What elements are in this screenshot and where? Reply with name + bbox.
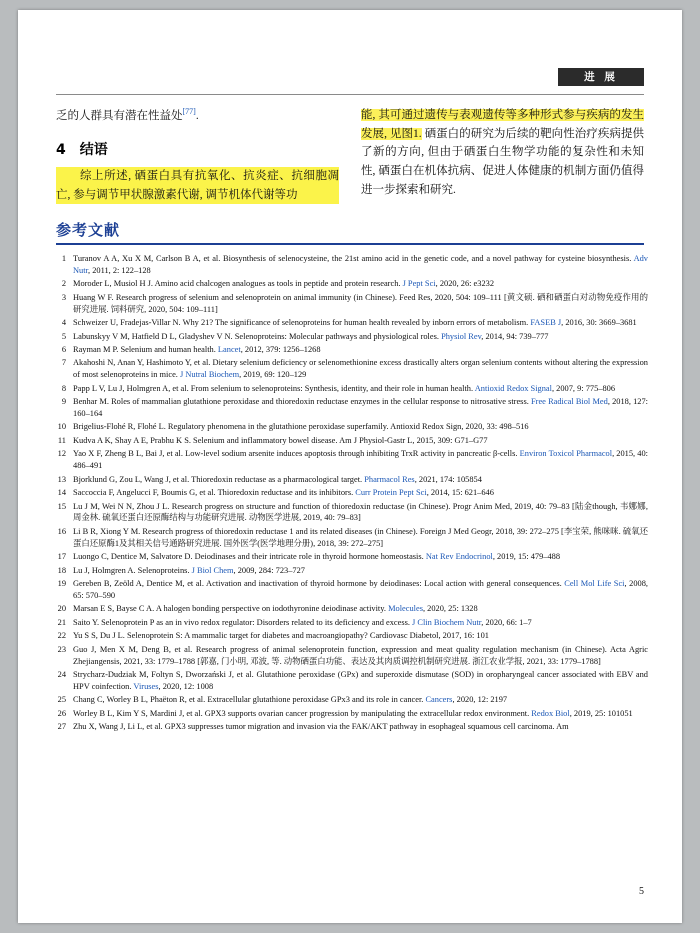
- reference-item: [56, 487, 648, 499]
- reference-tail: , 2020, 12: 1008: [158, 681, 214, 691]
- citation-marker: [77]: [182, 107, 196, 116]
- reference-body: Zhu X, Wang J, Li L, et al. GPX3 suppresses tumor migration and invasion via the FAK/AKT pathway in esophageal squamous cell carcinoma. Am: [73, 722, 569, 732]
- reference-journal[interactable]: Cancers: [425, 695, 453, 705]
- reference-number: 25: [57, 695, 66, 705]
- reference-body: Huang W F. Research progress of selenium and selenoprotein on animal immunity (in Chinese). Feed Res, 2020, 504: 109–111 [黄文硕. 硒和硒蛋白对动物免疫作用的研究进展. 饲料研究, 2020, 504: 109–111]: [73, 292, 648, 314]
- reference-body: Labunskyy V M, Hatfield D L, Gladyshev V N. Selenoproteins: Molecular pathways and physiological roles.: [73, 331, 442, 341]
- reference-text: [73, 644, 648, 668]
- reference-number: 23: [57, 644, 66, 654]
- reference-text: [73, 278, 648, 290]
- reference-number: 16: [57, 526, 66, 536]
- section-title: 结语: [79, 142, 108, 159]
- reference-item: [56, 669, 648, 693]
- reference-item: [56, 551, 648, 563]
- reference-number: 4: [61, 318, 66, 328]
- reference-tail: , 2018, 127: 160–164: [73, 397, 649, 419]
- reference-tail: , 2016, 30: 3669–3681: [561, 318, 637, 328]
- reference-tail: , 2019, 15: 479–488: [492, 552, 561, 562]
- reference-number: 14: [57, 488, 66, 498]
- reference-item: [56, 278, 648, 290]
- reference-number: 19: [57, 579, 66, 589]
- reference-number: 8: [61, 383, 66, 393]
- reference-tail: , 2019, 69: 120–129: [239, 370, 307, 380]
- reference-item: [56, 331, 648, 343]
- section-number: 4: [56, 142, 66, 159]
- reference-number: 18: [57, 565, 66, 575]
- conclusion-paragraph-right: [361, 106, 644, 199]
- reference-item: [56, 383, 648, 395]
- reference-text: [73, 669, 648, 693]
- right-column: [361, 106, 644, 204]
- reference-text: [73, 253, 648, 277]
- reference-tail: , 2020, 66: 1–7: [481, 617, 532, 627]
- reference-tail: , 2020, 25: 1328: [422, 604, 478, 614]
- reference-text: [73, 551, 648, 563]
- conclusion-remainder: 硒蛋白的研究为后续的靶向性治疗疾病提供了新的方向, 但由于硒蛋白生物学功能的复杂性和未知性, 硒蛋白在机体抗病、促进人体健康的机制方面仍值得进一步探索和研究.: [361, 127, 645, 196]
- reference-journal[interactable]: Viruses: [133, 681, 159, 691]
- reference-text: [73, 708, 648, 720]
- reference-body: Rayman M P. Selenium and human health.: [73, 344, 218, 354]
- reference-body: Strycharz-Dudziak M, Foltyn S, Dworzański J, et al. Glutathione peroxidase (GPx) and superoxide dismutase (SOD) in oropharyngeal cancer associated with EBV and HPV coinfection.: [73, 670, 648, 691]
- reference-journal[interactable]: Pharmacol Res: [364, 474, 415, 484]
- reference-body: Lu J, Holmgren A. Selenoproteins.: [73, 565, 192, 575]
- reference-number: 6: [61, 344, 66, 354]
- reference-number: 15: [57, 501, 66, 511]
- reference-text: [73, 630, 648, 642]
- reference-journal[interactable]: Molecules: [388, 604, 423, 614]
- reference-item: [56, 501, 648, 525]
- reference-item: [56, 292, 648, 316]
- reference-text: [73, 383, 648, 395]
- reference-journal[interactable]: Free Radical Biol Med: [531, 397, 608, 407]
- reference-number: 21: [57, 617, 66, 627]
- header-divider: [56, 94, 644, 95]
- reference-number: 12: [57, 449, 66, 459]
- reference-tail: , 2020, 12: 2197: [452, 695, 508, 705]
- reference-tail: , 2019, 25: 101051: [569, 708, 633, 718]
- reference-item: [56, 603, 648, 615]
- reference-number: 27: [57, 722, 66, 732]
- reference-text: [73, 421, 648, 433]
- reference-tail: , 2011, 2: 122–128: [88, 265, 151, 275]
- reference-body: Lu J M, Wei N N, Zhou J L. Research progress on structure and function of thioredoxin reductase (in Chinese). Progr Anim Med, 2019, 40: 79–83 [陆金though, 韦娜娜, 周金林. 硫氧还蛋白还原酶结构与功能研究进展. 动物医学进展, 2019, 40: 79–83]: [73, 501, 648, 523]
- reference-text: [73, 487, 648, 499]
- reference-text: [73, 317, 648, 329]
- reference-journal[interactable]: Cell Mol Life Sci: [564, 579, 625, 589]
- reference-tail: , 2009, 284: 723–727: [233, 565, 305, 575]
- reference-item: [56, 396, 648, 420]
- reference-item: [56, 474, 648, 486]
- references-heading: 参考文献: [56, 221, 121, 239]
- reference-item: [56, 357, 648, 381]
- reference-tail: , 2020, 26: e3232: [435, 279, 495, 289]
- reference-text: [73, 617, 648, 629]
- reference-number: 10: [57, 422, 66, 432]
- reference-body: Yao X F, Zheng B L, Bai J, et al. Low-level sodium arsenite induces apoptosis through inhibiting TrxR activity in pancreatic β-cells.: [73, 449, 520, 459]
- reference-text: [73, 501, 648, 525]
- reference-body: Worley B L, Kim Y S, Mardini J, et al. GPX3 supports ovarian cancer progression by manipulating the extracellular redox environment.: [73, 708, 532, 718]
- reference-number: 1: [61, 254, 66, 263]
- reference-journal[interactable]: J Biol Chem: [191, 565, 234, 575]
- reference-journal[interactable]: Antioxid Redox Signal: [474, 383, 552, 393]
- continued-paragraph-text: 乏的人群具有潜在性益处: [56, 109, 183, 122]
- reference-number: 26: [57, 708, 66, 718]
- reference-journal[interactable]: Redox Biol: [531, 708, 570, 718]
- reference-body: Yu S S, Du J L. Selenoprotein S: A mammalic target for diabetes and macroangiopathy? Cardiovasc Diabetol, 2017, 16: 101: [73, 631, 489, 641]
- reference-body: Guo J, Men X M, Deng B, et al. Research progress of animal selenoprotein function, expression and meat quality regulation mechanism (in Chinese). Acta Agric Zhejiangensis, 2021, 33: 1779–1788 [郭嘉, 门小明, 邓波, 等. 动物硒蛋白功能、表达及其肉质调控机制研究进展. 浙江农业学报, 2021, 33: 1779–1788]: [73, 644, 648, 666]
- reference-body: Schweizer U, Fradejas-Villar N. Why 21? The significance of selenoproteins for human health revealed by inborn errors of metabolism.: [73, 318, 531, 328]
- reference-body: Chang C, Worley B L, Phaëton R, et al. Extracellular glutathione peroxidase GPx3 and its role in cancer.: [73, 695, 426, 705]
- reference-number: 2: [61, 279, 66, 289]
- reference-item: [56, 694, 648, 706]
- reference-text: [73, 565, 648, 577]
- reference-item: [56, 644, 648, 668]
- reference-tail: , 2014, 15: 621–646: [426, 488, 494, 498]
- reference-text: [73, 474, 648, 486]
- reference-number: 24: [57, 670, 66, 679]
- reference-body: Papp L V, Lu J, Holmgren A, et al. From selenium to selenoproteins: Synthesis, identity, and their role in human health.: [73, 383, 475, 393]
- reference-tail: , 2015, 40: 486–491: [73, 449, 649, 471]
- reference-item: [56, 578, 648, 602]
- page-number: 5: [639, 886, 644, 897]
- reference-item: [56, 344, 648, 356]
- reference-number: 3: [61, 292, 66, 302]
- reference-item: [56, 421, 648, 433]
- reference-journal[interactable]: J Pept Sci: [402, 279, 436, 289]
- reference-body: Saccoccia F, Angelucci F, Boumis G, et al. Thioredoxin reductase and its inhibitors.: [73, 488, 356, 498]
- reference-number: 20: [57, 604, 66, 614]
- reference-text: [73, 448, 648, 472]
- reference-body: Luongo C, Dentice M, Salvatore D. Deiodinases and their intricate role in thyroid hormone homeostasis.: [73, 552, 426, 562]
- reference-text: [73, 331, 648, 343]
- reference-item: [56, 708, 648, 720]
- section-heading: [56, 139, 339, 159]
- conclusion-paragraph-left: 综上所述, 硒蛋白具有抗氧化、抗炎症、抗细胞凋亡, 参与调节甲状腺激素代谢, 调节机体代谢等功: [56, 167, 339, 204]
- reference-journal[interactable]: J Nutral Biochem: [180, 370, 240, 380]
- reference-body: Li B R, Xiong Y M. Research progress of thioredoxin reductase 1 and its related diseases (in Chinese). Foreign J Med Geogr, 2018, 39: 272–275 [李宝荣, 熊咪咪. 硫氧还蛋白还原酶1及其相关信号通路研究进展. 国外医学(医学地理分册), 2018, 39: 272–275]: [73, 526, 648, 548]
- reference-journal[interactable]: Adv Nutr: [73, 254, 648, 275]
- reference-body: Benhar M. Roles of mammalian glutathione peroxidase and thioredoxin reductase enzymes in the cellular response to nitrosative stress.: [73, 397, 531, 407]
- reference-text: [73, 292, 648, 316]
- reference-text: [73, 694, 648, 706]
- reference-item: [56, 448, 648, 472]
- reference-item: [56, 630, 648, 642]
- references-divider: [56, 243, 644, 245]
- reference-body: Turanov A A, Xu X M, Carlson B A, et al. Biosynthesis of selenocysteine, the 21st amino acid in the genetic code, and a novel pathway for cysteine biosynthesis.: [73, 254, 634, 263]
- reference-item: [56, 435, 648, 447]
- continued-paragraph: [56, 106, 339, 125]
- reference-journal[interactable]: Environ Toxicol Pharmacol: [519, 449, 613, 459]
- reference-number: 11: [57, 435, 66, 445]
- reference-journal[interactable]: Nat Rev Endocrinol: [425, 552, 493, 562]
- page-sheet: [18, 10, 682, 923]
- reference-body: Kudva A K, Shay A E, Prabhu K S. Selenium and inflammatory bowel disease. Am J Physiol-Gastr L, 2015, 309: G71–G77: [73, 435, 488, 445]
- reference-tail: , 2008, 65: 570–590: [73, 579, 649, 600]
- reference-journal[interactable]: Lancet: [217, 344, 241, 354]
- reference-body: Gereben B, Zeöld A, Dentice M, et al. Activation and inactivation of thyroid hormone by deiodinases: Local action with general consequences.: [73, 579, 565, 589]
- header-section-tab: 进 展: [558, 68, 644, 86]
- reference-text: [73, 435, 648, 447]
- reference-body: Akahoshi N, Anan Y, Hashimoto Y, et al. Dietary selenium deficiency or selenomethionine excess drastically alters organ selenium contents without altering the expression of most selenoproteins in mice.: [73, 358, 648, 380]
- reference-journal[interactable]: FASEB J: [530, 318, 562, 328]
- reference-journal[interactable]: Physiol Rev: [441, 331, 482, 341]
- reference-item: [56, 526, 648, 550]
- reference-tail: , 2021, 174: 105854: [414, 474, 482, 484]
- reference-text: [73, 526, 648, 550]
- reference-body: Brigelius-Flohé R, Flohé L. Regulatory phenomena in the glutathione peroxidase superfamily. Antioxid Redox Sign, 2020, 33: 498–516: [73, 422, 529, 432]
- reference-number: 13: [57, 474, 66, 484]
- reference-body: Bjorklund G, Zou L, Wang J, et al. Thioredoxin reductase as a pharmacological target.: [73, 474, 365, 484]
- reference-tail: , 2014, 94: 739–777: [481, 331, 549, 341]
- two-column-body: [56, 106, 644, 204]
- reference-number: 22: [57, 631, 66, 641]
- highlighted-sentence: 能, 其可通过遗传与表观遗传等多种形式参与疾病的发生发展, 见图1.: [361, 109, 644, 140]
- reference-body: Moroder L, Musiol H J. Amino acid chalcogen analogues as tools in peptide and protein research.: [73, 279, 403, 289]
- reference-journal[interactable]: J Clin Biochem Nutr: [412, 617, 482, 627]
- reference-text: [73, 357, 648, 381]
- reference-body: Saito Y. Selenoprotein P as an in vivo redox regulator: Disorders related to its deficiency and excess.: [73, 617, 413, 627]
- reference-text: [73, 603, 648, 615]
- continued-paragraph-period: .: [195, 109, 199, 122]
- reference-item: [56, 617, 648, 629]
- reference-tail: , 2012, 379: 1256–1268: [240, 344, 321, 354]
- reference-item: [56, 565, 648, 577]
- reference-number: 5: [61, 331, 66, 341]
- reference-number: 9: [61, 397, 66, 407]
- reference-text: [73, 578, 648, 602]
- reference-text: [73, 721, 648, 733]
- reference-item: [56, 317, 648, 329]
- reference-number: 7: [61, 358, 66, 368]
- reference-text: [73, 344, 648, 356]
- left-column: [56, 106, 339, 204]
- reference-body: Marsan E S, Bayse C A. A halogen bonding perspective on iodothyronine deiodinase activity.: [73, 604, 389, 614]
- reference-journal[interactable]: Curr Protein Pept Sci: [355, 488, 427, 498]
- reference-tail: , 2007, 9: 775–806: [551, 383, 616, 393]
- reference-number: 17: [57, 552, 66, 562]
- references-list: [56, 253, 648, 735]
- reference-text: [73, 396, 648, 420]
- reference-item: [56, 253, 648, 277]
- reference-item: [56, 721, 648, 733]
